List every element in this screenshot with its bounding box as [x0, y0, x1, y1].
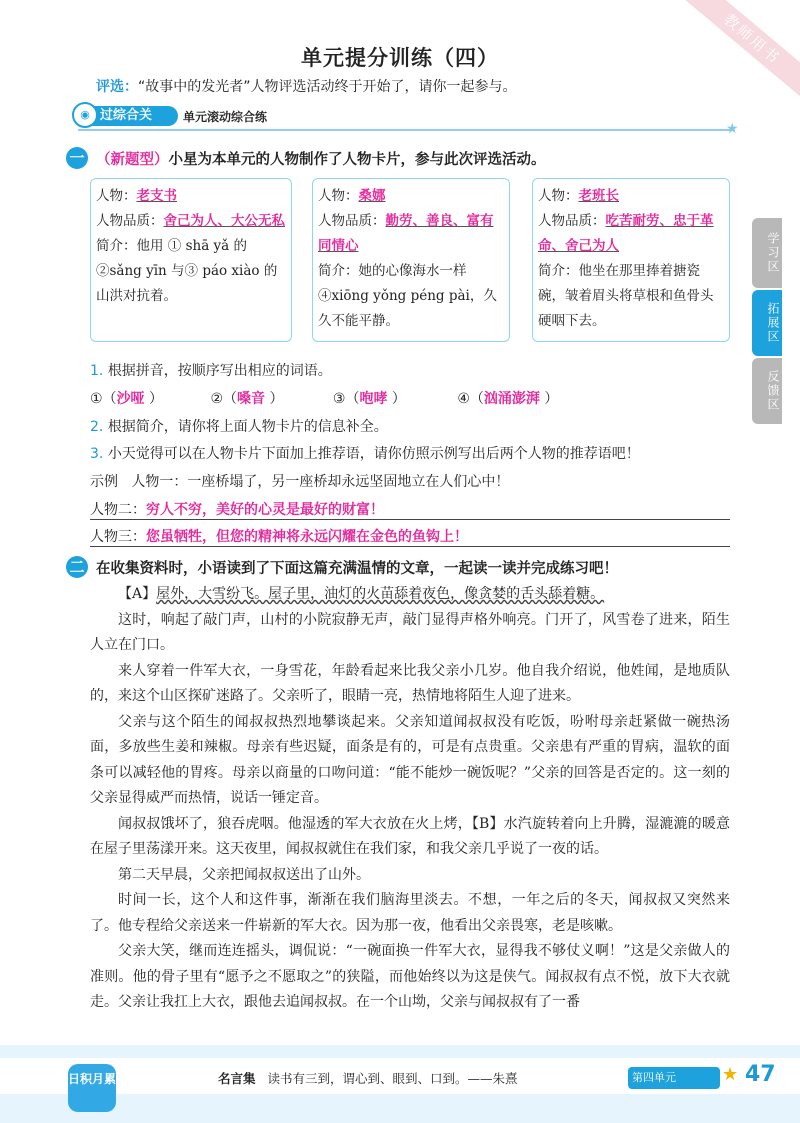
- star-icon: ★: [726, 121, 739, 137]
- card-quality: 舍己为人、大公无私: [163, 213, 285, 229]
- answer-value: 嗓音: [237, 391, 266, 407]
- person-label: 人物二：: [90, 502, 146, 518]
- section-one-prompt: [96, 148, 546, 169]
- passage-paragraph: 这时，响起了敲门声，山村的小院寂静无声，敲门显得声格外响亮。门开了，风雪卷了进来，陌生人立在门口。: [90, 611, 730, 653]
- tab-feedback-zone[interactable]: 反馈区: [752, 358, 782, 424]
- character-card: [312, 178, 510, 342]
- answer-value: 沙哑: [116, 391, 145, 407]
- answer-label: ①（: [90, 391, 117, 407]
- answer-value: 咆哮: [359, 391, 388, 407]
- example-person: 人物一：: [131, 474, 188, 490]
- unit-badge: 第四单元: [628, 1067, 720, 1089]
- passage-paragraph: [90, 582, 730, 608]
- card-name-label: 人物：: [96, 188, 137, 204]
- answer-row: [90, 388, 607, 408]
- person-answer: 您虽牺牲，但您的精神将永远闪耀在金色的鱼钩上！: [146, 529, 468, 545]
- example-line: [90, 471, 509, 491]
- section-two-prompt: 在收集资料时，小语读到了下面这篇充满温情的文章，一起读一读并完成练习吧！: [96, 561, 618, 577]
- answer-label: ④（: [457, 391, 484, 407]
- passage-paragraph: 时间一长，这个人和这件事，渐渐在我们脑海里淡去。不想，一年之后的冬天，闻叔叔又突然来了。他专程给父亲送来一件崭新的军大衣。因为那一夜，他看出父亲畏寒，老是咳嗽。: [90, 892, 730, 934]
- reading-passage: [90, 582, 730, 1016]
- person-label: 人物三：: [90, 529, 146, 545]
- page-title: 单元提分训练（四）: [301, 46, 499, 70]
- person-two-line: [90, 499, 730, 520]
- page-number: 47: [745, 1062, 776, 1087]
- answer-end: ）: [149, 391, 164, 407]
- card-quality: 勤劳、善良、富有同情心: [318, 213, 494, 254]
- answer-value: 汹涌澎湃: [483, 391, 540, 407]
- person-three-line: [90, 526, 730, 547]
- answer-label: ③（: [332, 391, 360, 407]
- answer-item: [457, 388, 607, 408]
- banner-label: 过综合关: [100, 108, 153, 123]
- mascot-icon: ★: [722, 1064, 739, 1085]
- intro-label: 评选：: [96, 79, 138, 95]
- question-number: 1.: [90, 363, 104, 379]
- card-quality-label: 人物品质：: [96, 213, 164, 229]
- question-number: 3.: [90, 446, 104, 462]
- answer-end: ）: [269, 391, 284, 407]
- section-two-badge: 二: [66, 556, 88, 578]
- quote-label: 名言集: [218, 1071, 256, 1086]
- footer-quote: [218, 1069, 517, 1087]
- marker-a: 【A】: [118, 586, 157, 602]
- example-text: 一座桥塌了，另一座桥却永远坚固地立在人们心中！: [187, 474, 510, 490]
- section-one-badge: 一: [66, 147, 88, 169]
- character-card: [90, 178, 292, 342]
- card-quality-label: 人物品质：: [318, 213, 386, 229]
- card-intro: 简介：她的心像海水一样④xiōng yǒng péng pài，久久不能平静。: [318, 263, 497, 329]
- passage-paragraph: 父亲与这个陌生的闻叔叔热烈地攀谈起来。父亲知道闻叔叔没有吃饭，吩咐母亲赶紧做一碗热汤面，多放些生姜和辣椒。母亲有些迟疑，面条是有的，可是有点贵重。父亲患有严重的胃病，温软的面条可以减轻他的胃疼。母亲以商量的口吻问道：“能不能炒一碗饭呢？”父亲的回答是否定的。这一刻的父亲显得威严而热情，说话一锤定音。: [90, 713, 730, 806]
- answer-end: ）: [544, 391, 559, 407]
- answer-end: ）: [391, 391, 406, 407]
- daily-accumulation-logo: 日积月累: [68, 1064, 116, 1112]
- question-text: 根据简介，请你将上面人物卡片的信息补全。: [107, 419, 388, 435]
- card-name: 桑娜: [358, 188, 386, 204]
- new-question-tag: （新题型）: [96, 152, 169, 168]
- quote-text: 读书有三到，谓心到、眼到、口到。——朱熹: [267, 1071, 518, 1086]
- card-quality-label: 人物品质：: [538, 213, 606, 229]
- passage-paragraph: 父亲大笑，继而连连摇头，调侃说：“一碗面换一件军大衣，显得我不够仗义啊！”这是父亲做人的准则。他的骨子里有“愿予之不愿取之”的狭隘，而他始终以为这是侠气。闻叔叔有点不悦，放下大衣就走。父亲让我扛上大衣，跟他去追闻叔叔。在一个山坳，父亲与闻叔叔有了一番: [90, 943, 730, 1010]
- answer-label: ②（: [210, 391, 238, 407]
- card-name: 老班长: [578, 188, 619, 204]
- card-quality: 吃苦耐劳、忠于革命、舍己为人: [538, 213, 714, 254]
- banner-subtitle: 单元滚动综合练: [183, 110, 268, 124]
- answer-item: [210, 388, 328, 408]
- passage-paragraph: 闻叔叔饿坏了，狼吞虎咽。他湿透的军大衣放在火上烤，【B】水汽旋转着向上升腾，湿漉漉的暖意在屋子里荡漾开来。这天夜里，闻叔叔就住在我们家，和我父亲几乎说了一夜的话。: [90, 815, 730, 857]
- intro-text: “故事中的发光者”人物评选活动终于开始了，请你一起参与。: [138, 79, 517, 95]
- example-label: 示例: [90, 474, 118, 490]
- answer-item: [90, 388, 206, 408]
- card-intro: 简介：他用 ① shā yǎ 的②sǎng yīn 与③ páo xiào 的山洪对抗着。: [96, 238, 278, 304]
- passage-paragraph: 来人穿着一件军大衣，一身雪花，年龄看起来比我父亲小几岁。他自我介绍说，他姓闻，是地质队的，来这个山区探矿迷路了。父亲听了，眼睛一亮，热情地将陌生人迎了进来。: [90, 662, 730, 704]
- teacher-edition-ribbon: 教师用书: [675, 0, 800, 107]
- answer-item: [333, 388, 453, 408]
- intro-line: [96, 76, 517, 96]
- section-banner: [78, 106, 178, 126]
- person-answer: 穷人不穷，美好的心灵是最好的财富！: [146, 502, 384, 518]
- question-text: 根据拼音，按顺序写出相应的词语。: [107, 363, 332, 379]
- question-text: 小天觉得可以在人物卡片下面加上推荐语，请你仿照示例写出后两个人物的推荐语吧！: [107, 446, 640, 462]
- prompt-text: 小星为本单元的人物制作了人物卡片，参与此次评选活动。: [168, 152, 546, 168]
- question-2: [90, 416, 388, 436]
- question-3: [90, 443, 640, 463]
- character-card: [532, 178, 730, 342]
- banner-divider: [78, 129, 732, 131]
- card-name-label: 人物：: [538, 188, 579, 204]
- robot-icon: ◉: [72, 102, 98, 128]
- question-number: 2.: [90, 419, 104, 435]
- underlined-sentence: 屋外，大雪纷飞。屋子里，油灯的火苗舔着夜色，像贪婪的舌头舔着糖。: [156, 586, 605, 602]
- card-name: 老支书: [136, 188, 177, 204]
- passage-paragraph: 第二天早晨，父亲把闻叔叔送出了山外。: [118, 866, 370, 883]
- tab-study-zone[interactable]: 学习区: [752, 218, 782, 288]
- card-name-label: 人物：: [318, 188, 359, 204]
- card-intro: 简介：他坐在那里捧着搪瓷碗，皱着眉头将草根和鱼骨头硬咽下去。: [538, 263, 714, 329]
- tab-extension-zone[interactable]: 拓展区: [752, 290, 782, 356]
- question-1: [90, 360, 332, 380]
